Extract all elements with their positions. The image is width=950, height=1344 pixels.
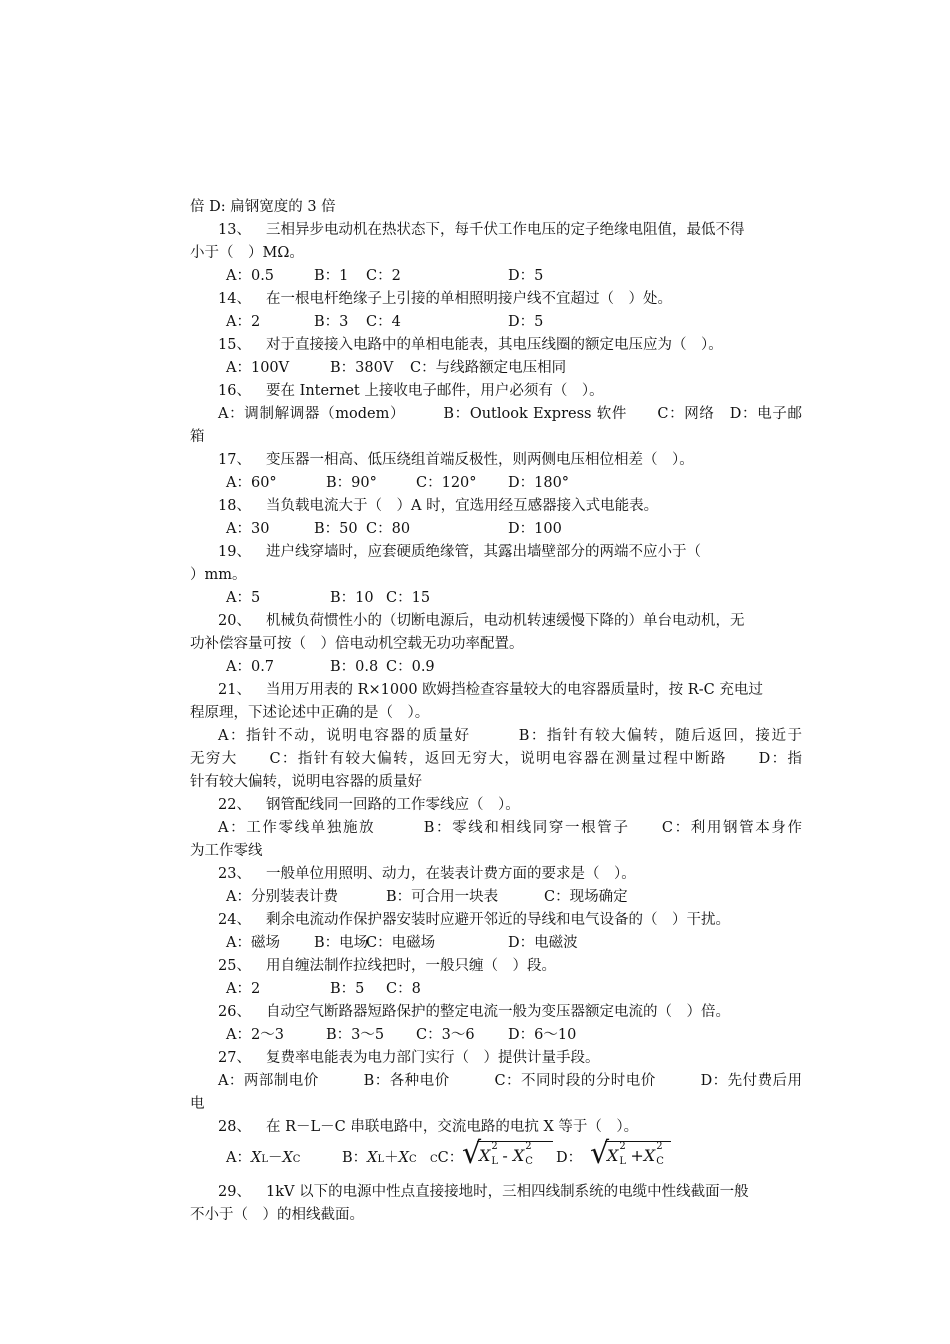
question-text: 在 R－L－C 串联电路中，交流电路的电抗 X 等于（ ）。 bbox=[266, 1119, 639, 1135]
question-number: 24、 bbox=[218, 912, 251, 928]
document-page bbox=[190, 196, 802, 1227]
option: B：0.8 bbox=[330, 659, 379, 675]
option: A：2 bbox=[226, 314, 261, 330]
text-line: A：指针不动，说明电容器的质量好 B：指针有较大偏转，随后返回，接近于 bbox=[218, 728, 802, 744]
question-stem bbox=[190, 1116, 802, 1139]
question-number: 14、 bbox=[218, 291, 251, 307]
question-text: 要在 Internet 上接收电子邮件，用户必须有（ ）。 bbox=[266, 383, 604, 399]
text-line: 功补偿容量可按（ ）倍电动机空载无功功率配置。 bbox=[190, 636, 524, 652]
text-line: 不小于（ ）的相线截面。 bbox=[190, 1207, 364, 1223]
question-stem bbox=[190, 955, 802, 978]
question-number: 26、 bbox=[218, 1004, 251, 1020]
question-number: 15、 bbox=[218, 337, 251, 353]
option: C：15 bbox=[386, 590, 431, 606]
option-row bbox=[190, 886, 802, 909]
option: C：80 bbox=[366, 521, 411, 537]
q28-option-b: B：XL＋XC bbox=[342, 1150, 417, 1166]
text-line: ）mm。 bbox=[190, 567, 247, 583]
option-row bbox=[190, 265, 802, 288]
question-stem bbox=[190, 1181, 802, 1204]
option: C：4 bbox=[366, 314, 401, 330]
question-stem bbox=[190, 1047, 802, 1070]
option: C：电磁场 bbox=[366, 935, 436, 951]
question-text: 变压器一相高、低压绕组首端反极性，则两侧电压相位相差（ ）。 bbox=[266, 452, 694, 468]
question-number: 27、 bbox=[218, 1050, 251, 1066]
text-line: 为工作零线 bbox=[190, 843, 263, 859]
option: D：5 bbox=[508, 268, 544, 284]
text-line: 针有较大偏转，说明电容器的质量好 bbox=[190, 774, 422, 790]
text-line: 倍 D: 扁钢宽度的 3 倍 bbox=[190, 199, 336, 215]
q28-option-a: A：XL－XC bbox=[226, 1150, 301, 1166]
option: C：现场确定 bbox=[544, 889, 628, 905]
question-number: 23、 bbox=[218, 866, 251, 882]
option: B：3 bbox=[314, 314, 349, 330]
option: A：2 bbox=[226, 981, 261, 997]
question-number: 28、 bbox=[218, 1119, 251, 1135]
text-line: 程原理，下述论述中正确的是（ ）。 bbox=[190, 705, 430, 721]
question-stem bbox=[190, 288, 802, 311]
question-text: 1kV 以下的电源中性点直接接地时，三相四线制系统的电缆中性线截面一般 bbox=[266, 1184, 749, 1200]
question-number: 18、 bbox=[218, 498, 251, 514]
question-text: 当负载电流大于（ ）A 时，宜选用经互感器接入式电能表。 bbox=[266, 498, 659, 514]
option: C：0.9 bbox=[386, 659, 435, 675]
option: A：磁场 bbox=[226, 935, 280, 951]
question-text: 自动空气断路器短路保护的整定电流一般为变压器额定电流的（ ）倍。 bbox=[266, 1004, 730, 1020]
question-stem bbox=[190, 679, 802, 702]
option: A：2～3 bbox=[226, 1027, 284, 1043]
question-text: 在一根电杆绝缘子上引接的单相照明接户线不宜超过（ ）处。 bbox=[266, 291, 672, 307]
option: C：2 bbox=[366, 268, 401, 284]
question-stem bbox=[190, 1001, 802, 1024]
option: B：50 bbox=[314, 521, 358, 537]
question-text: 复费率电能表为电力部门实行（ ）提供计量手段。 bbox=[266, 1050, 600, 1066]
question-number: 25、 bbox=[218, 958, 251, 974]
option: C：与线路额定电压相同 bbox=[410, 360, 567, 376]
question-number: 21、 bbox=[218, 682, 251, 698]
option: B：可合用一块表 bbox=[386, 889, 499, 905]
option-row bbox=[190, 1024, 802, 1047]
option: A：100V bbox=[226, 360, 290, 376]
option: A：0.5 bbox=[226, 268, 275, 284]
question-list-tail bbox=[190, 1181, 802, 1227]
option: C：3～6 bbox=[416, 1027, 475, 1043]
option-row bbox=[190, 587, 802, 610]
option-row bbox=[190, 311, 802, 334]
question-stem bbox=[190, 380, 802, 403]
question-stem bbox=[190, 863, 802, 886]
question-text: 用自缠法制作拉线把时，一般只缠（ ）段。 bbox=[266, 958, 556, 974]
option: D：6～10 bbox=[508, 1027, 577, 1043]
question-stem bbox=[190, 610, 802, 633]
option: B：380V bbox=[330, 360, 394, 376]
question-number: 13、 bbox=[218, 222, 251, 238]
question-text: 对于直接接入电路中的单相电能表，其电压线圈的额定电压应为（ ）。 bbox=[266, 337, 723, 353]
option-row bbox=[190, 518, 802, 541]
question-number: 20、 bbox=[218, 613, 251, 629]
option: A：0.7 bbox=[226, 659, 275, 675]
question-stem bbox=[190, 449, 802, 472]
option-row bbox=[190, 472, 802, 495]
option: D：100 bbox=[508, 521, 562, 537]
option: B：3～5 bbox=[326, 1027, 385, 1043]
option: C：8 bbox=[386, 981, 421, 997]
question-text: 机械负荷惯性小的（切断电源后，电动机转速缓慢下降的）单台电动机，无 bbox=[266, 613, 745, 629]
q28-option-c-label: CC： bbox=[430, 1150, 464, 1166]
question-number: 29、 bbox=[218, 1184, 251, 1200]
option-row bbox=[190, 656, 802, 679]
question-text: 当用万用表的 R×1000 欧姆挡检查容量较大的电容器质量时，按 R-C 充电过 bbox=[266, 682, 763, 698]
question-stem bbox=[190, 495, 802, 518]
option: B：5 bbox=[330, 981, 365, 997]
question-stem bbox=[190, 541, 802, 564]
option: D：5 bbox=[508, 314, 544, 330]
text-line: A：调制解调器（modem） B：Outlook Express 软件 C：网络 D：电子邮 bbox=[218, 406, 802, 422]
question-stem bbox=[190, 909, 802, 932]
text-line: 电 bbox=[190, 1096, 205, 1112]
option: C：120° bbox=[416, 475, 477, 491]
question-number: 19、 bbox=[218, 544, 251, 560]
option: A：5 bbox=[226, 590, 261, 606]
q28-options: A：XL－XC B：XL＋XC CC： √ X 2 L - X 2 C D： √ X 2 L +X 2 C bbox=[190, 1141, 802, 1175]
option: A：60° bbox=[226, 475, 277, 491]
question-text: 钢管配线同一回路的工作零线应（ ）。 bbox=[266, 797, 520, 813]
option: A：30 bbox=[226, 521, 270, 537]
question-list bbox=[190, 196, 802, 1139]
text-line: A：工作零线单独施放 B：零线和相线同穿一根管子 C：利用钢管本身作 bbox=[218, 820, 802, 836]
question-number: 17、 bbox=[218, 452, 251, 468]
question-number: 22、 bbox=[218, 797, 251, 813]
option-row bbox=[190, 978, 802, 1001]
text-line: 无穷大 C：指针有较大偏转，返回无穷大，说明电容器在测量过程中断路 D：指 bbox=[190, 751, 802, 767]
question-stem bbox=[190, 219, 802, 242]
option: B：1 bbox=[314, 268, 349, 284]
option: B：电场 bbox=[314, 935, 369, 951]
option-row bbox=[190, 932, 802, 955]
question-text: 一般单位用照明、动力，在装表计费方面的要求是（ ）。 bbox=[266, 866, 636, 882]
question-stem bbox=[190, 334, 802, 357]
question-text: 三相异步电动机在热状态下，每千伏工作电压的定子绝缘电阻值，最低不得 bbox=[266, 222, 745, 238]
question-text: 剩余电流动作保护器安装时应避开邻近的导线和电气设备的（ ）干扰。 bbox=[266, 912, 730, 928]
text-line: 箱 bbox=[190, 429, 205, 445]
question-number: 16、 bbox=[218, 383, 251, 399]
option: B：90° bbox=[326, 475, 377, 491]
q28-option-d-label: D： bbox=[556, 1150, 583, 1166]
question-stem bbox=[190, 794, 802, 817]
question-text: 进户线穿墙时，应套硬质绝缘管，其露出墙壁部分的两端不应小于（ bbox=[266, 544, 701, 560]
option: D：电磁波 bbox=[508, 935, 578, 951]
text-line: A：两部制电价 B：各种电价 C：不同时段的分时电价 D：先付费后用 bbox=[218, 1073, 802, 1089]
option: B：10 bbox=[330, 590, 374, 606]
option: A：分别装表计费 bbox=[226, 889, 338, 905]
option-row bbox=[190, 357, 802, 380]
option: D：180° bbox=[508, 475, 570, 491]
text-line: 小于（ ）MΩ。 bbox=[190, 245, 304, 261]
